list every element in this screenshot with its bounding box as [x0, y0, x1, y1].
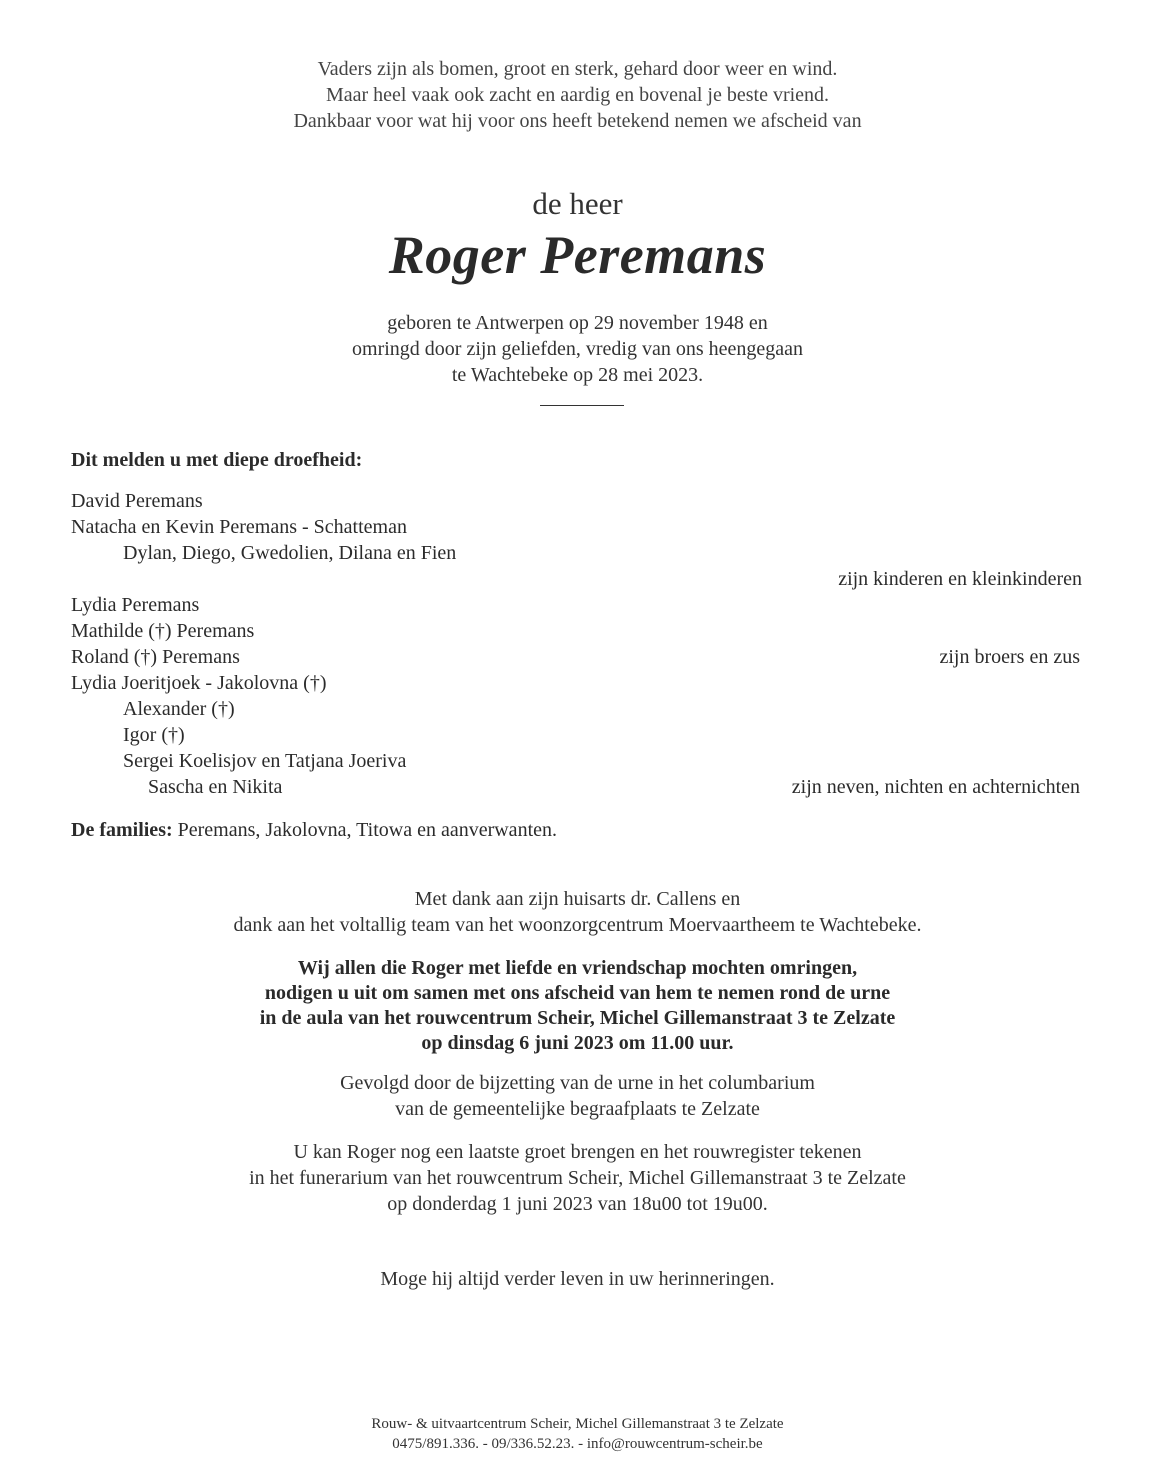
deceased-name: Roger Peremans [388, 225, 767, 285]
family-member: Alexander (†) [123, 698, 235, 720]
family-member: Natacha en Kevin Peremans - Schatteman [71, 516, 407, 538]
birth-line: omringd door zijn geliefden, vredig van ons heengegaan [352, 338, 803, 360]
families-label: De families: [71, 819, 173, 841]
invitation-section [0, 956, 1155, 1056]
visit-line: in het funerarium van het rouwcentrum Scheir, Michel Gillemanstraat 3 te Zelzate [249, 1167, 906, 1189]
family-member: Lydia Joeritjoek - Jakolovna (†) [71, 672, 327, 694]
family-member: Roland (†) Peremans [71, 646, 240, 668]
invite-line: op dinsdag 6 juni 2023 om 11.00 uur. [421, 1032, 734, 1054]
visitation-section [0, 1139, 1155, 1217]
relation-label: zijn neven, nichten en achternichten [791, 776, 1080, 798]
interment-section [0, 1070, 1155, 1122]
invite-line: in de aula van het rouwcentrum Scheir, Michel Gillemanstraat 3 te Zelzate [259, 1007, 896, 1029]
family-member: Dylan, Diego, Gwedolien, Dilana en Fien [123, 542, 457, 564]
honorific-title: de heer [532, 186, 623, 221]
family-member: Lydia Peremans [71, 594, 200, 616]
family-member: Sascha en Nikita [148, 776, 283, 798]
visit-line: op donderdag 1 juni 2023 van 18u00 tot 19u00. [387, 1193, 768, 1215]
relation-label: zijn kinderen en kleinkinderen [838, 568, 1082, 590]
relation-label: zijn broers en zus [939, 646, 1080, 668]
family-member: Mathilde (†) Peremans [71, 620, 255, 642]
footer-address: Rouw- & uitvaartcentrum Scheir, Michel Gillemanstraat 3 te Zelzate [371, 1416, 784, 1432]
visit-line: U kan Roger nog een laatste groet brengen en het rouwregister tekenen [293, 1141, 862, 1163]
footer-phone-email: 0475/891.336. - 09/336.52.23. - info@rouwcentrum-scheir.be [392, 1436, 763, 1452]
family-member: Igor (†) [123, 724, 185, 746]
thanks-section [0, 886, 1155, 938]
closing-line: Moge hij altijd verder leven in uw herinneringen. [380, 1268, 775, 1290]
thanks-line: Met dank aan zijn huisarts dr. Callens en [414, 888, 741, 910]
birth-death-details [0, 310, 1155, 388]
poem-line: Maar heel vaak ook zacht en aardig en bovenal je beste vriend. [325, 84, 830, 106]
poem-line: Dankbaar voor wat hij voor ons heeft betekend nemen we afscheid van [293, 110, 862, 132]
family-member: David Peremans [71, 490, 203, 512]
families-line [71, 819, 557, 842]
invite-line: Wij allen die Roger met liefde en vriendschap mochten omringen, [297, 957, 858, 979]
invite-line: nodigen u uit om samen met ons afscheid van hem te nemen rond de urne [264, 982, 891, 1004]
birth-line: te Wachtebeke op 28 mei 2023. [451, 364, 704, 386]
divider-line [540, 405, 624, 406]
family-member: Sergei Koelisjov en Tatjana Joeriva [123, 750, 407, 772]
opening-poem [0, 56, 1155, 134]
follow-line: van de gemeentelijke begraafplaats te Zelzate [395, 1098, 760, 1120]
footer-contact [0, 1414, 1155, 1454]
birth-line: geboren te Antwerpen op 29 november 1948 en [387, 312, 768, 334]
announce-heading: Dit melden u met diepe droefheid: [71, 449, 363, 471]
poem-line: Vaders zijn als bomen, groot en sterk, gehard door weer en wind. [317, 58, 838, 80]
thanks-line: dank aan het voltallig team van het woonzorgcentrum Moervaartheem te Wachtebeke. [233, 914, 922, 936]
follow-line: Gevolgd door de bijzetting van de urne in het columbarium [340, 1072, 815, 1094]
families-text: Peremans, Jakolovna, Titowa en aanverwanten. [172, 819, 557, 841]
